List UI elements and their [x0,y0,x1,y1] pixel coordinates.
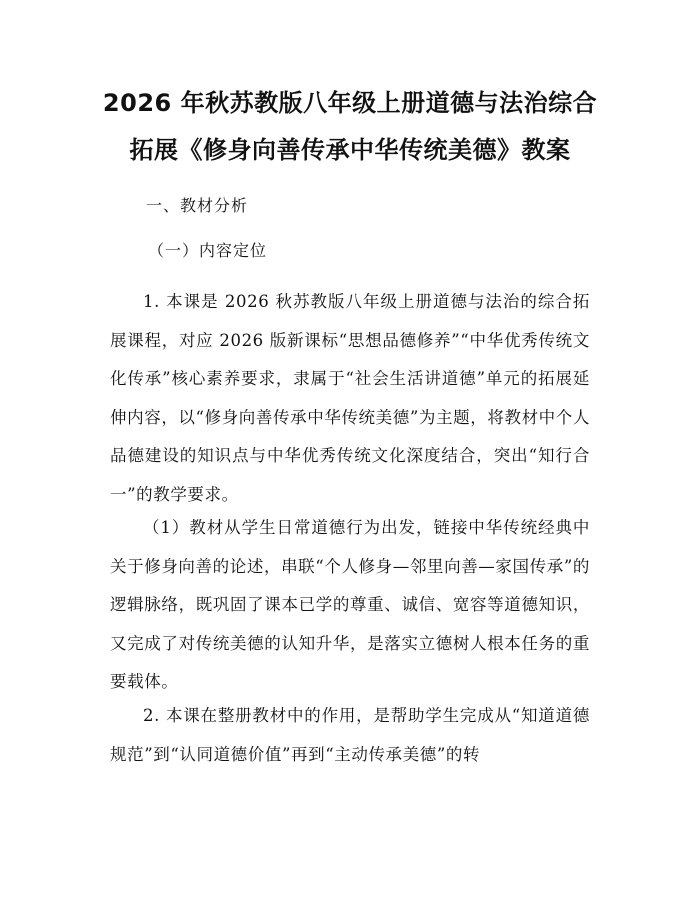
subsection-heading-content-positioning: （一）内容定位 [148,241,268,260]
paragraph-2: （1）教材从学生日常道德行为出发，链接中华传统经典中关于修身向善的论述，串联“个人修身—邻里向善—家国传承”的逻辑脉络，既巩固了课本已学的尊重、诚信、宽容等道德知识，又完成了对传统美德的认知升华，是落实立德树人根本任务的重要载体。 [110,518,590,691]
paragraph-1: 1. 本课是 2026 秋苏教版八年级上册道德与法治的综合拓展课程，对应 2026 版新课标“思想品德修养”“中华优秀传统文化传承”核心素养要求，隶属于“社会生活讲道德”单元的拓展延伸内容，以“修身向善传承中华传统美德”为主题，将教材中个人品德建设的知识点与中华优秀传统文化深度结合，突出“知行合一”的教学要求。 [110,292,590,504]
section-heading-textbook-analysis: 一、教材分析 [146,196,249,215]
document-title-line-1: 2026 年秋苏教版八年级上册道德与法治综合 [102,89,598,117]
paragraph-3: 2. 本课在整册教材中的作用，是帮助学生完成从“知道道德规范”到“认同道德价值”再到“主动传承美德”的转 [110,706,590,764]
document-title-line-2: 拓展《修身向善传承中华传统美德》教案 [129,136,571,164]
